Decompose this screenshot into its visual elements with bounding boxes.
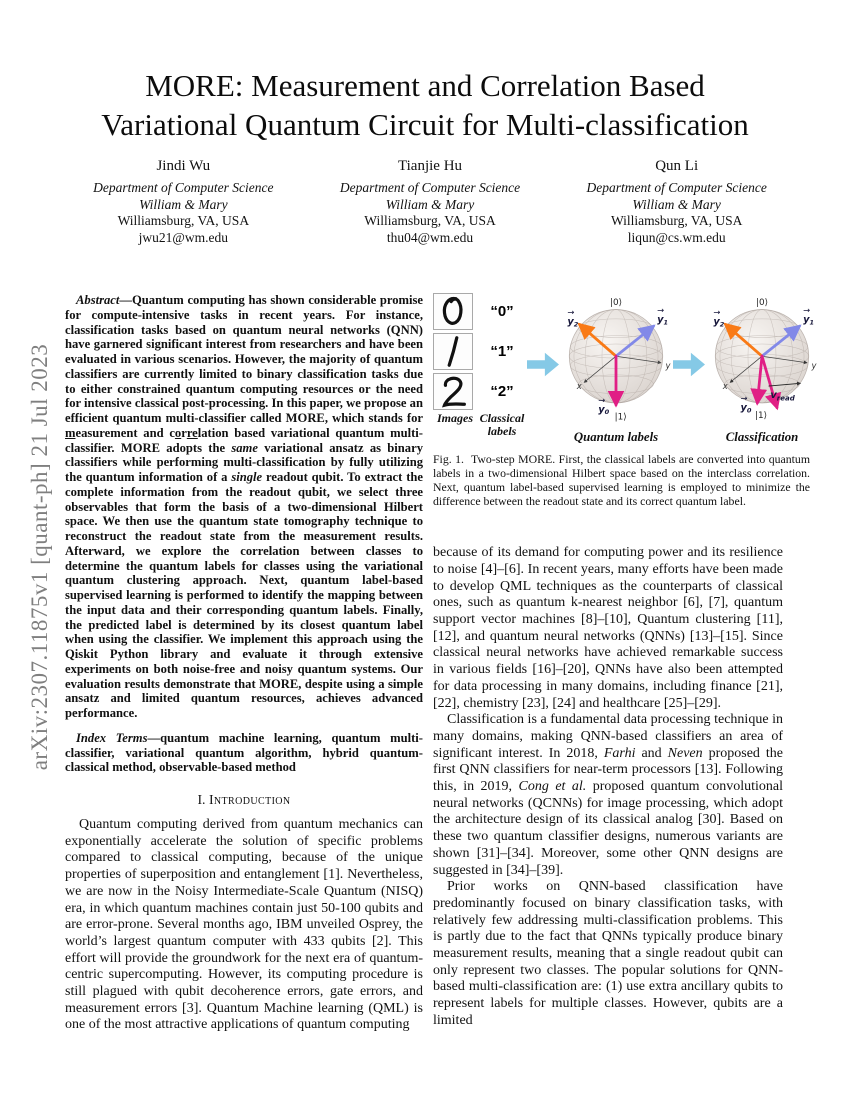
y1-vector-label: y1 (803, 314, 815, 327)
y2-vector-label: y2 (567, 316, 579, 329)
flow-arrow-1 (527, 351, 559, 383)
author-name-cong: Cong et al. (518, 779, 587, 795)
intro-paragraph-1: Quantum computing derived from quantum mechanics can exponentially accelerate the solution of specific problems compared to classical computing, because of the unique properties of superposition and entanglement [1]. Nevertheless, we are now in the Noisy Intermediate-Scale Quantum (NISQ) era, in which quantum machines contain just 50-100 qubits and are error-prone. Several months ago, IBM unveiled Osprey, the world’s largest quantum computer with 433 qubits [2]. This effort will provide the groundwork for the next era of quantum-centric supercomputing. However, its computing procedure is still plagued with qubit decoherence errors, gate errors, and measurement errors [3]. Quantum Machine learning (QML) is one of the most attractive applications of quantum computing (65, 817, 423, 1033)
right-column (433, 293, 817, 1030)
abstract-text-segment: easurement and c (75, 425, 175, 440)
classical-label-1: “1” (490, 343, 514, 360)
author-block (60, 158, 800, 246)
author-email: liqun@cs.wm.edu (627, 229, 726, 245)
abstract-text-segment: —Quantum computing has shown considerable promise for compute-intensive tasks in recent years. For instance, classification tasks based on quantum neural networks (QNN) have garnered significant interest from researchers and have been evaluated in various scenarios. However, the majority of quantum classifiers are currently limited to binary classification tasks due to either constrained quantum computing resources or the need for intensive classical post-processing. In this paper, we propose an efficient quantum multi-classifier called MORE, which stands for (65, 293, 423, 425)
ket-1-label: |1⟩ (614, 412, 627, 423)
digit-grid (433, 293, 527, 410)
author-1 (60, 158, 307, 246)
paragraph-text-segment: proposed quantum convolutional neural networks (QCNNs) for image processing, which adopt the architecture design of its classical analog [30]. Based on these two quantum classifier designs, numerous variants are shown [31]–[34]. Moreover, some other QNN designs are suggested in [34]–[39]. (433, 779, 783, 878)
x-axis-label: x (576, 380, 582, 391)
y2-vector-arrow: → (713, 307, 721, 318)
right-paragraph-1: because of its demand for computing power and its resilience to noise [4]–[6]. In recent years, many efforts have been made to develop QML techniques as the counterparts of classical ones, such as quantum k-nearest neighbor [6], [7], quantum support vector machines [8]–[10], Quantum clustering [11], [12], and quantum neural networks (QNNs) [13]–[15]. Since classical neural networks have achieved remarkable success in various fields [16]–[20], QNNs have also been attempted for data processing in many domains, including finance [21], [22], chemistry [23], [24] and healthcare [25]–[29]. (433, 545, 783, 711)
author-name-farhi: Farhi (603, 745, 636, 761)
author-university: William & Mary (632, 196, 721, 212)
mnist-digit-0-image (433, 293, 473, 330)
y0-vector-arrow: → (598, 394, 606, 405)
bloch-sphere-2 (705, 293, 819, 425)
author-email: thu04@wm.edu (386, 229, 474, 245)
digit-1-glyph (434, 334, 472, 368)
abstract-text-segment: readout qubit. To extract the complete information from the readout qubit, we select three observables that form the basis of a two-dimensional Hilbert space. We then use the quantum state tomography technique to reconstruct the readout state from the measurement results. Afterward, we explore the correlation between classes to determine the quantum labels for classes using the variational quantum clustering approach. Next, quantum label-based supervised learning is performed to identify the mapping between the input data and their corresponding quantum labels. Finally, the predicted label is determined by its closest quantum label when using the classifier. We implement this approach using the Qiskit Python library and evaluate it through extensive experiments on both noise-free and noisy quantum systems. Our evaluation results demonstrate that MORE, despite using a simple ansatz and limited quantum resources, achieves advanced performance. (65, 470, 423, 720)
paper-title-line2: Variational Quantum Circuit for Multi-classification (101, 107, 749, 142)
author-email: jwu21@wm.edu (138, 229, 228, 245)
classical-labels-line1: Classical (479, 411, 525, 425)
x-axis-label: x (722, 380, 728, 391)
quantum-labels-sphere (559, 293, 673, 445)
y-axis-label: y (811, 360, 817, 371)
y0-vector-arrow: → (740, 393, 748, 404)
abstract-label: Abstract (76, 293, 120, 307)
author-department: Department of Computer Science (339, 180, 521, 195)
classical-labels-label (477, 412, 527, 437)
figure-1-graphics (433, 293, 817, 445)
author-3 (553, 158, 800, 246)
figure-caption-text: Two-step MORE. First, the classical labels are converted into quantum labels in a two-dimensional Hilbert space based on the interclass correlation. Next, quantum label-based supervised learning is employed to minimize the difference between the readout state and its correct quantum label. (433, 452, 811, 509)
index-terms-text: —quantum machine learning, quantum multi-classifier, variational quantum algorithm, hybrid quantum-classical method, observable-based method (65, 730, 423, 775)
right-arrow-icon (527, 351, 559, 378)
abstract-text-segment: variational ansatz as binary classifiers while performing multi-classification by fully utilizing the quantum information of a (65, 440, 423, 484)
y2-vector-label: y2 (713, 316, 725, 329)
ket-0-label: |0⟩ (609, 297, 623, 308)
figure-1-caption (433, 452, 810, 508)
classical-labels-line2: labels (487, 423, 517, 438)
paragraph-text-segment: Classification is a fundamental data processing technique in many domains, making QNN-based classifiers an area of significant interest. In 2018, (433, 712, 783, 761)
abstract-text-segment: r (181, 425, 187, 440)
digit-0-glyph (434, 294, 472, 328)
author-2 (307, 158, 554, 246)
mnist-digit-1-image (433, 333, 473, 370)
section-title: Introduction (208, 792, 291, 807)
section-heading-introduction (65, 792, 423, 808)
abstract-italic-same: same (231, 440, 258, 455)
classical-label-0: “0” (490, 303, 514, 320)
abstract-underline-m: m (65, 425, 76, 440)
y2-vector-arrow: → (567, 307, 575, 318)
ket-0-label: |0⟩ (755, 297, 769, 308)
paper-title-line1: MORE: Measurement and Correlation Based (145, 68, 705, 103)
digit-2-glyph (434, 374, 472, 408)
mnist-digit-2-image (433, 373, 473, 410)
figure-tag: Fig. 1. (433, 452, 465, 466)
figure-footer-labels (433, 412, 527, 437)
y1-vector-arrow: → (657, 305, 665, 316)
section-number: I. (197, 792, 206, 807)
y0-vector-label: y0 (598, 404, 610, 417)
caption-gap (433, 520, 810, 545)
author-department: Department of Computer Science (586, 180, 767, 195)
author-name-neven: Neven (667, 745, 703, 761)
index-terms-label: Index Terms (76, 730, 148, 745)
paragraph-text-segment: proposed the first QNN classifiers for near-term processors [13]. Following this, in 2019, (433, 745, 783, 795)
bloch-sphere-1 (559, 293, 673, 425)
right-paragraph-3: Prior works on QNN-based classification have predominantly focused on binary classification tasks, with relatively few addressing multi-classification problems. This is partly due to the fact that QNNs typically produce binary measurement results, meaning that a single readout qubit can only represent two classes. The popular solutions for QNN-based multi-classification are: (1) use extra ancillary qubits to represent labels for multiple classes. However, qubits are a limited (433, 879, 783, 1028)
author-name: Tianjie Hu (397, 158, 463, 174)
abstract-italic-single: single (231, 470, 263, 484)
ket-1-label: |1⟩ (755, 410, 768, 421)
figure-1 (433, 293, 817, 545)
paragraph-text-segment: and (635, 745, 668, 761)
author-city: Williamsburg, VA, USA (610, 213, 743, 228)
images-label: Images (437, 411, 473, 425)
y-axis-label: y (665, 360, 671, 371)
right-paragraph-2 (433, 712, 783, 879)
author-university: William & Mary (139, 196, 228, 212)
left-column (65, 293, 423, 1034)
author-city: Williamsburg, VA, USA (117, 213, 250, 228)
classification-sphere (705, 293, 819, 445)
abstract-underline-re: re (186, 425, 198, 440)
abstract-text-segment: lation based variational quantum multi-classifier. MORE adopts the (65, 425, 423, 455)
paper-title (0, 66, 850, 144)
figure-input-images (433, 293, 527, 437)
classical-label-2: “2” (490, 383, 514, 400)
author-name: Jindi Wu (156, 158, 211, 174)
readout-vector-label: $v_{read}$ (770, 390, 795, 403)
y1-vector-arrow: → (803, 305, 811, 316)
abstract-paragraph (65, 293, 423, 721)
quantum-labels-caption: Quantum labels (573, 430, 659, 444)
index-terms (65, 731, 423, 775)
author-name: Qun Li (655, 158, 699, 174)
y0-vector-label: y0 (740, 402, 752, 415)
author-university: William & Mary (385, 196, 475, 212)
classification-caption: Classification (725, 430, 799, 444)
y1-vector-label: y1 (657, 314, 669, 327)
flow-arrow-2 (673, 351, 705, 383)
right-arrow-icon (673, 351, 705, 378)
author-city: Williamsburg, VA, USA (364, 213, 496, 228)
abstract-underline-o: o (174, 425, 182, 440)
author-department: Department of Computer Science (93, 180, 274, 195)
arxiv-watermark: arXiv:2307.11875v1 [quant-ph] 21 Jul 2023 (27, 343, 52, 771)
